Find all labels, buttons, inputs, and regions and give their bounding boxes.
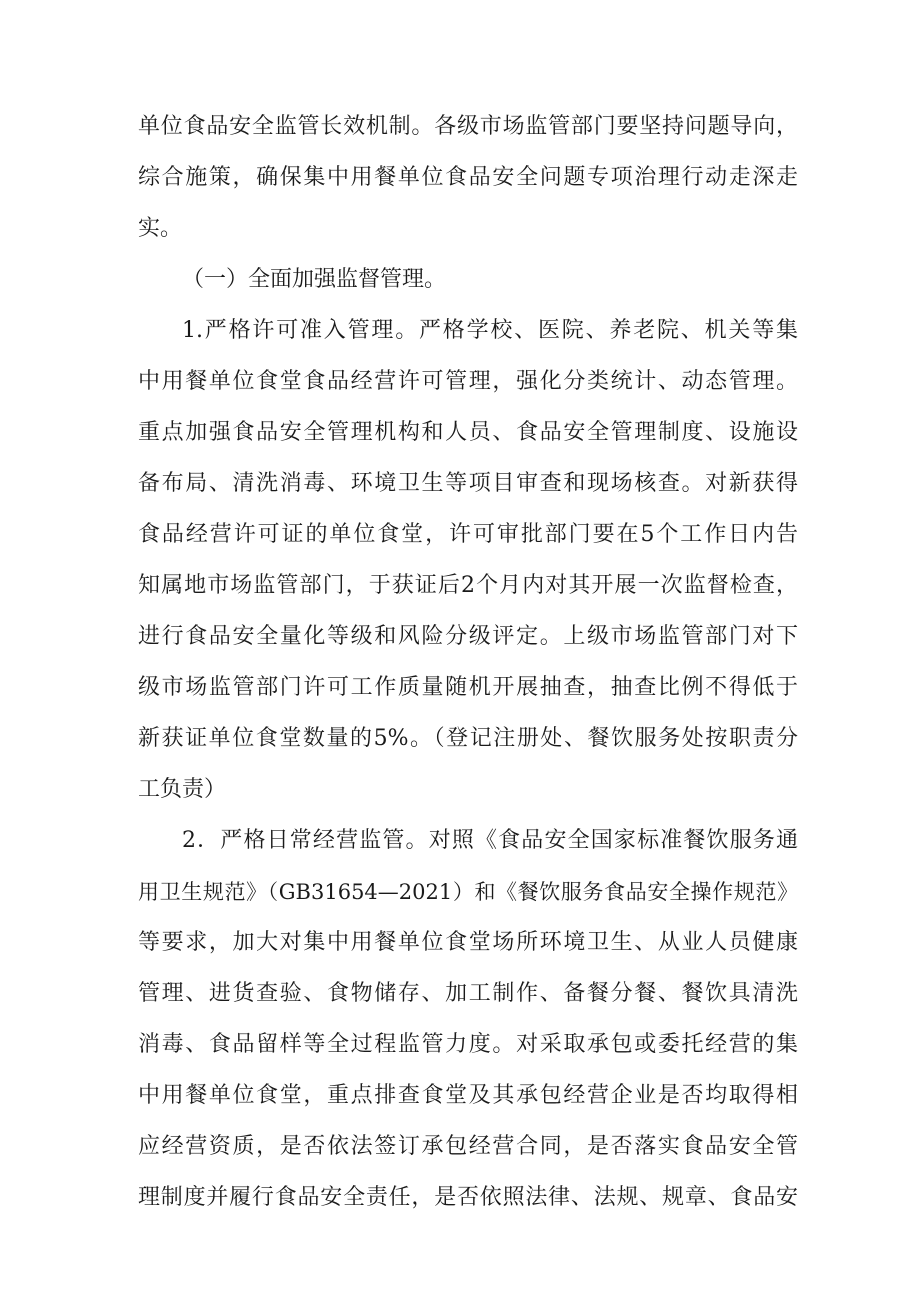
paragraph-line: 1.严格许可准入管理。严格学校、医院、养老院、机关等集: [182, 318, 798, 343]
paragraph-line: 知属地市场监管部门，于获证后2个月内对其开展一次监督检查，: [138, 573, 798, 598]
paragraph-line: 2．严格日常经营监管。对照《食品安全国家标准餐饮服务通: [182, 828, 798, 853]
paragraph-line: 综合施策，确保集中用餐单位食品安全问题专项治理行动走深走: [138, 165, 798, 190]
paragraph-line: 消毒、食品留样等全过程监管力度。对采取承包或委托经营的集: [138, 1032, 798, 1057]
paragraph-line: 理制度并履行食品安全责任，是否依照法律、法规、规章、食品安: [138, 1185, 798, 1210]
section-heading: （一）全面加强监督管理。: [182, 267, 447, 292]
paragraph-line: 等要求，加大对集中用餐单位食堂场所环境卫生、从业人员健康: [138, 930, 798, 955]
paragraph-line: 食品经营许可证的单位食堂，许可审批部门要在5个工作日内告: [138, 522, 798, 547]
paragraph-line: 单位食品安全监管长效机制。各级市场监管部门要坚持问题导向，: [138, 114, 798, 139]
paragraph-line: 用卫生规范》（GB31654—2021）和《餐饮服务食品安全操作规范》: [138, 880, 798, 904]
paragraph-line: 应经营资质，是否依法签订承包经营合同，是否落实食品安全管: [138, 1134, 798, 1159]
paragraph-line: 实。: [138, 216, 183, 241]
paragraph-line: 级市场监管部门许可工作质量随机开展抽查，抽查比例不得低于: [138, 675, 798, 700]
paragraph-line: 管理、进货查验、食物储存、加工制作、备餐分餐、餐饮具清洗: [138, 981, 798, 1006]
paragraph-line: 工负责）: [138, 777, 227, 802]
paragraph-line: 中用餐单位食堂食品经营许可管理，强化分类统计、动态管理。: [138, 369, 798, 394]
paragraph-line: 中用餐单位食堂，重点排查食堂及其承包经营企业是否均取得相: [138, 1083, 798, 1108]
paragraph-line: 新获证单位食堂数量的5%。（登记注册处、餐饮服务处按职责分: [138, 726, 798, 751]
paragraph-line: 进行食品安全量化等级和风险分级评定。上级市场监管部门对下: [138, 624, 798, 649]
paragraph-line: 重点加强食品安全管理机构和人员、食品安全管理制度、设施设: [138, 420, 798, 445]
paragraph-line: 备布局、清洗消毒、环境卫生等项目审查和现场核查。对新获得: [138, 471, 798, 496]
